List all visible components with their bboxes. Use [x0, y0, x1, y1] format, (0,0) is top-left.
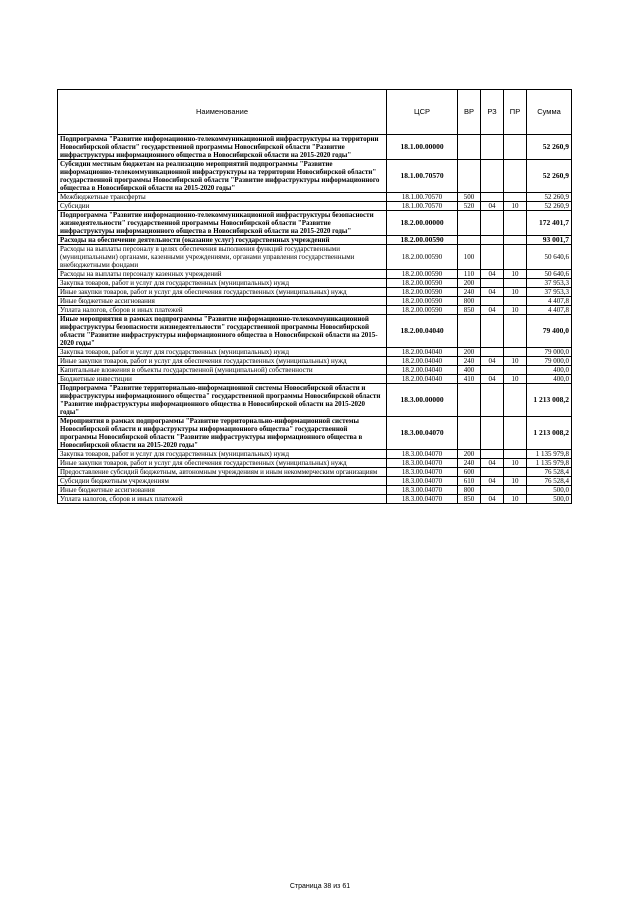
row-vr-cell: 200	[458, 279, 481, 288]
row-name-cell: Иные бюджетные ассигнования	[58, 486, 387, 495]
table-row	[58, 279, 572, 288]
table-row	[58, 288, 572, 297]
row-pr-cell	[504, 193, 527, 202]
row-name-cell: Бюджетные инвестиции	[58, 375, 387, 384]
row-sum-cell: 50 640,6	[527, 245, 572, 270]
row-pr-cell: 10	[504, 202, 527, 211]
row-rz-cell: 04	[481, 288, 504, 297]
row-csr-cell: 18.3.00.04070	[387, 477, 458, 486]
row-sum-cell: 4 407,8	[527, 306, 572, 315]
row-rz-cell	[481, 279, 504, 288]
row-rz-cell	[481, 160, 504, 193]
table-row	[58, 366, 572, 375]
row-name-cell: Субсидии местным бюджетам на реализацию мероприятий подпрограммы "Развитие информационно-телекоммуникационной инфраструктуры на территории Новосибирской области" государственной программы Новосибирской области "Развитие инфраструктуры информационного общества в Новосибирской области на 2015-2020 годы"	[58, 160, 387, 193]
row-sum-cell: 93 001,7	[527, 236, 572, 245]
row-name-cell: Предоставление субсидий бюджетным, автономным учреждениям и иным некоммерческим организациям	[58, 468, 387, 477]
row-vr-cell	[458, 315, 481, 348]
row-rz-cell	[481, 366, 504, 375]
row-vr-cell	[458, 384, 481, 417]
row-vr-cell: 500	[458, 193, 481, 202]
row-rz-cell: 04	[481, 306, 504, 315]
table-row	[58, 270, 572, 279]
row-name-cell: Субсидии	[58, 202, 387, 211]
row-csr-cell: 18.2.00.04040	[387, 348, 458, 357]
row-pr-cell	[504, 366, 527, 375]
row-pr-cell: 10	[504, 288, 527, 297]
row-sum-cell: 52 260,9	[527, 202, 572, 211]
row-name-cell: Субсидии бюджетным учреждениям	[58, 477, 387, 486]
row-vr-cell: 600	[458, 468, 481, 477]
row-sum-cell: 79 000,0	[527, 357, 572, 366]
row-csr-cell: 18.1.00.70570	[387, 160, 458, 193]
row-name-cell: Иные мероприятия в рамках подпрограммы "Развитие информационно-телекоммуникационной инфраструктуры безопасности жизнедеятельности" государственной программы Новосибирской области "Развитие инфраструктуры информационного общества в Новосибирской области на 2015-2020 годы"	[58, 315, 387, 348]
row-name-cell: Расходы на обеспечение деятельности (оказание услуг) государственных учреждений	[58, 236, 387, 245]
table-row	[58, 468, 572, 477]
row-csr-cell: 18.2.00.00590	[387, 279, 458, 288]
row-pr-cell	[504, 348, 527, 357]
row-pr-cell	[504, 315, 527, 348]
row-name-cell: Подпрограмма "Развитие информационно-телекоммуникационной инфраструктуры безопасности жизнедеятельности" государственной программы Новосибирской области "Развитие инфраструктуры информационного общества в Новосибирской области на 2015-2020 годы"	[58, 211, 387, 236]
row-sum-cell: 1 213 008,2	[527, 384, 572, 417]
row-csr-cell: 18.2.00.00590	[387, 270, 458, 279]
row-name-cell: Подпрограмма "Развитие территориально-информационной системы Новосибирской области и инфраструктуры информационного общества" государственной программы Новосибирской области "Развитие инфраструктуры информационного общества в Новосибирской области на 2015-2020 годы"	[58, 384, 387, 417]
row-pr-cell	[504, 160, 527, 193]
table-row	[58, 211, 572, 236]
row-pr-cell	[504, 279, 527, 288]
row-rz-cell	[481, 486, 504, 495]
row-rz-cell: 04	[481, 459, 504, 468]
row-pr-cell	[504, 135, 527, 160]
row-sum-cell: 1 135 979,8	[527, 459, 572, 468]
row-vr-cell	[458, 135, 481, 160]
row-csr-cell: 18.3.00.04070	[387, 459, 458, 468]
row-rz-cell	[481, 297, 504, 306]
row-pr-cell: 10	[504, 375, 527, 384]
row-csr-cell: 18.3.00.04070	[387, 495, 458, 504]
row-vr-cell: 850	[458, 306, 481, 315]
row-vr-cell	[458, 236, 481, 245]
table-row	[58, 135, 572, 160]
row-rz-cell	[481, 211, 504, 236]
table-row	[58, 450, 572, 459]
row-csr-cell: 18.2.00.00590	[387, 297, 458, 306]
row-pr-cell: 10	[504, 495, 527, 504]
row-csr-cell: 18.1.00.70570	[387, 202, 458, 211]
row-vr-cell	[458, 417, 481, 450]
row-rz-cell	[481, 193, 504, 202]
row-name-cell: Уплата налогов, сборов и иных платежей	[58, 306, 387, 315]
table-row	[58, 160, 572, 193]
row-vr-cell: 410	[458, 375, 481, 384]
table-row	[58, 245, 572, 270]
row-sum-cell: 79 000,0	[527, 348, 572, 357]
row-rz-cell	[481, 245, 504, 270]
row-vr-cell: 400	[458, 366, 481, 375]
row-rz-cell	[481, 315, 504, 348]
row-pr-cell	[504, 245, 527, 270]
row-name-cell: Закупка товаров, работ и услуг для государственных (муниципальных) нужд	[58, 279, 387, 288]
row-csr-cell: 18.2.00.04040	[387, 366, 458, 375]
row-rz-cell: 04	[481, 375, 504, 384]
row-sum-cell: 1 135 979,8	[527, 450, 572, 459]
row-csr-cell: 18.2.00.00590	[387, 288, 458, 297]
row-rz-cell	[481, 236, 504, 245]
row-csr-cell: 18.2.00.04040	[387, 375, 458, 384]
row-name-cell: Подпрограмма "Развитие информационно-телекоммуникационной инфраструктуры на территории Новосибирской области" государственной программы Новосибирской области "Развитие инфраструктуры информационного общества в Новосибирской области на 2015-2020 годы"	[58, 135, 387, 160]
row-sum-cell: 1 213 008,2	[527, 417, 572, 450]
row-rz-cell: 04	[481, 495, 504, 504]
row-sum-cell: 500,0	[527, 495, 572, 504]
table-row	[58, 315, 572, 348]
row-rz-cell: 04	[481, 202, 504, 211]
table-row	[58, 357, 572, 366]
row-csr-cell: 18.3.00.04070	[387, 450, 458, 459]
row-csr-cell: 18.2.00.00590	[387, 245, 458, 270]
header-sum: Сумма	[527, 90, 572, 135]
table-row	[58, 297, 572, 306]
row-name-cell: Расходы на выплаты персоналу казенных учреждений	[58, 270, 387, 279]
row-sum-cell: 4 407,8	[527, 297, 572, 306]
row-sum-cell: 52 260,9	[527, 193, 572, 202]
row-pr-cell	[504, 297, 527, 306]
row-vr-cell	[458, 160, 481, 193]
row-pr-cell	[504, 450, 527, 459]
row-pr-cell: 10	[504, 270, 527, 279]
row-sum-cell: 76 528,4	[527, 468, 572, 477]
row-rz-cell	[481, 468, 504, 477]
row-csr-cell: 18.3.00.04070	[387, 468, 458, 477]
row-csr-cell: 18.2.00.00000	[387, 211, 458, 236]
row-name-cell: Иные закупки товаров, работ и услуг для обеспечения государственных (муниципальных) нужд	[58, 288, 387, 297]
row-pr-cell: 10	[504, 459, 527, 468]
row-csr-cell: 18.2.00.04040	[387, 315, 458, 348]
row-name-cell: Капитальные вложения в объекты государственной (муниципальной) собственности	[58, 366, 387, 375]
row-pr-cell	[504, 211, 527, 236]
row-sum-cell: 52 260,9	[527, 135, 572, 160]
row-vr-cell: 240	[458, 357, 481, 366]
table-row	[58, 193, 572, 202]
header-rz: РЗ	[481, 90, 504, 135]
row-vr-cell: 200	[458, 348, 481, 357]
row-sum-cell: 76 528,4	[527, 477, 572, 486]
row-pr-cell	[504, 384, 527, 417]
row-pr-cell	[504, 236, 527, 245]
row-rz-cell	[481, 384, 504, 417]
budget-table	[57, 89, 572, 504]
row-vr-cell: 100	[458, 245, 481, 270]
row-name-cell: Закупка товаров, работ и услуг для государственных (муниципальных) нужд	[58, 348, 387, 357]
row-csr-cell: 18.2.00.04040	[387, 357, 458, 366]
header-vr: ВР	[458, 90, 481, 135]
table-row	[58, 384, 572, 417]
row-vr-cell: 200	[458, 450, 481, 459]
row-name-cell: Межбюджетные трансферты	[58, 193, 387, 202]
row-name-cell: Иные закупки товаров, работ и услуг для обеспечения государственных (муниципальных) нужд	[58, 459, 387, 468]
row-sum-cell: 400,0	[527, 375, 572, 384]
row-csr-cell: 18.1.00.70570	[387, 193, 458, 202]
row-vr-cell: 850	[458, 495, 481, 504]
row-csr-cell: 18.3.00.04070	[387, 417, 458, 450]
row-pr-cell	[504, 486, 527, 495]
row-name-cell: Мероприятия в рамках подпрограммы "Развитие территориально-информационной системы Новосибирской области и инфраструктуры информационного общества" государственной программы Новосибирской области "Развитие инфраструктуры информационного общества в Новосибирской области на 2015-2020 годы"	[58, 417, 387, 450]
row-name-cell: Расходы на выплаты персоналу в целях обеспечения выполнения функций государственными (муниципальными) органами, казенными учреждениями, органами управления государственными внебюджетными фондами	[58, 245, 387, 270]
row-name-cell: Уплата налогов, сборов и иных платежей	[58, 495, 387, 504]
row-rz-cell	[481, 450, 504, 459]
row-pr-cell	[504, 468, 527, 477]
row-sum-cell: 500,0	[527, 486, 572, 495]
row-sum-cell: 79 400,0	[527, 315, 572, 348]
row-name-cell: Иные бюджетные ассигнования	[58, 297, 387, 306]
table-row	[58, 306, 572, 315]
table-row	[58, 375, 572, 384]
row-rz-cell	[481, 417, 504, 450]
row-vr-cell: 800	[458, 486, 481, 495]
row-sum-cell: 37 953,3	[527, 279, 572, 288]
row-sum-cell: 37 953,3	[527, 288, 572, 297]
row-rz-cell	[481, 135, 504, 160]
row-sum-cell: 52 260,9	[527, 160, 572, 193]
row-csr-cell: 18.1.00.00000	[387, 135, 458, 160]
row-name-cell: Иные закупки товаров, работ и услуг для обеспечения государственных (муниципальных) нужд	[58, 357, 387, 366]
row-vr-cell: 110	[458, 270, 481, 279]
row-csr-cell: 18.3.00.04070	[387, 486, 458, 495]
row-vr-cell: 520	[458, 202, 481, 211]
row-rz-cell: 04	[481, 270, 504, 279]
header-csr: ЦСР	[387, 90, 458, 135]
row-pr-cell	[504, 417, 527, 450]
row-pr-cell: 10	[504, 357, 527, 366]
row-vr-cell	[458, 211, 481, 236]
table-row	[58, 236, 572, 245]
row-sum-cell: 50 640,6	[527, 270, 572, 279]
row-sum-cell: 400,0	[527, 366, 572, 375]
table-row	[58, 202, 572, 211]
row-pr-cell: 10	[504, 477, 527, 486]
table-row	[58, 417, 572, 450]
row-csr-cell: 18.3.00.00000	[387, 384, 458, 417]
header-name: Наименование	[58, 90, 387, 135]
row-rz-cell	[481, 348, 504, 357]
row-vr-cell: 610	[458, 477, 481, 486]
row-sum-cell: 172 401,7	[527, 211, 572, 236]
header-pr: ПР	[504, 90, 527, 135]
table-row	[58, 459, 572, 468]
row-name-cell: Закупка товаров, работ и услуг для государственных (муниципальных) нужд	[58, 450, 387, 459]
row-vr-cell: 800	[458, 297, 481, 306]
page-number: Страница 38 из 61	[289, 883, 351, 890]
table-row	[58, 477, 572, 486]
row-rz-cell: 04	[481, 357, 504, 366]
row-vr-cell: 240	[458, 459, 481, 468]
row-csr-cell: 18.2.00.00590	[387, 306, 458, 315]
row-pr-cell: 10	[504, 306, 527, 315]
table-row	[58, 495, 572, 504]
row-csr-cell: 18.2.00.00590	[387, 236, 458, 245]
table-header-row	[58, 90, 572, 135]
table-row	[58, 348, 572, 357]
table-row	[58, 486, 572, 495]
row-rz-cell: 04	[481, 477, 504, 486]
row-vr-cell: 240	[458, 288, 481, 297]
